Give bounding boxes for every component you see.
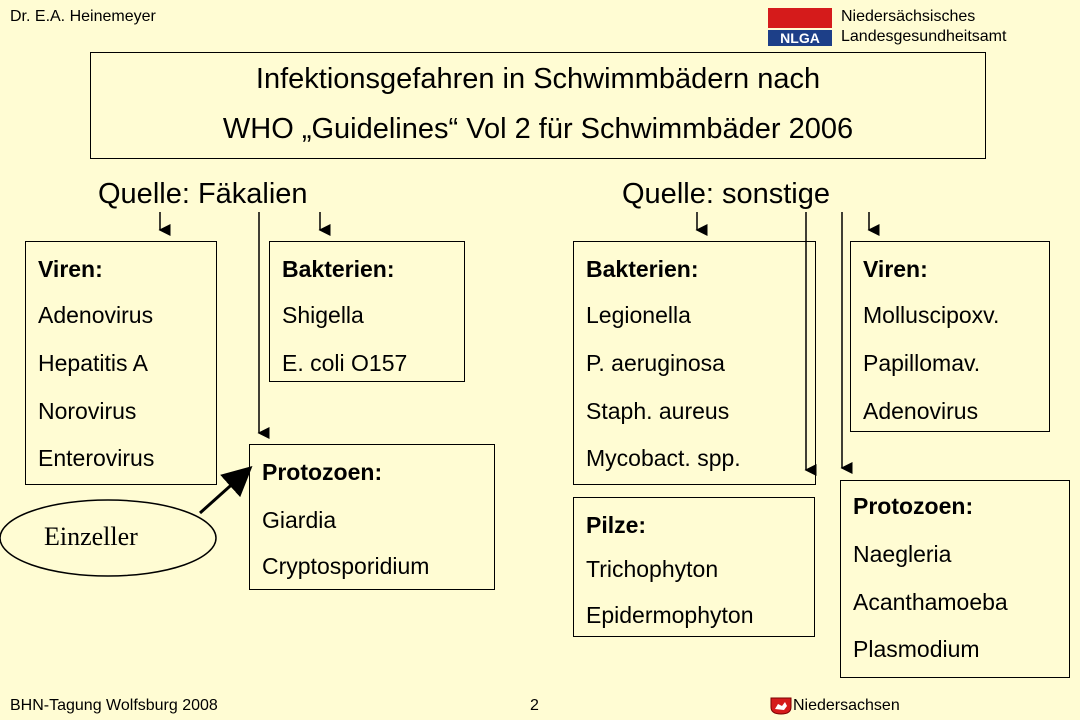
nlga-logo-text: NLGA: [780, 30, 820, 46]
title-line-1: Infektionsgefahren in Schwimmbädern nach: [255, 63, 821, 95]
box-sonstige-bakterien: [573, 241, 816, 485]
title-line-2: WHO „Guidelines“ Vol 2 für Schwimmbäder 2006: [222, 113, 854, 145]
box-item: Molluscipoxv.: [863, 302, 1000, 328]
box-item: Norovirus: [38, 398, 137, 424]
box-item: E. coli O157: [282, 350, 408, 376]
box-item: Shigella: [282, 302, 364, 328]
box-header: Bakterien:: [282, 256, 395, 282]
footer-event: BHN-Tagung Wolfsburg 2008: [10, 697, 218, 714]
box-faekal-protozoen: [249, 444, 495, 590]
einzeller-label: Einzeller: [44, 522, 138, 551]
box-header: Protozoen:: [853, 493, 974, 519]
box-item: Plasmodium: [853, 636, 980, 662]
box-item: Epidermophyton: [586, 602, 754, 628]
box-item: Adenovirus: [38, 302, 154, 328]
box-faekal-bakterien: [269, 241, 465, 382]
box-item: Adenovirus: [863, 398, 979, 424]
box-header: Viren:: [863, 256, 928, 282]
box-item: Papillomav.: [863, 350, 981, 376]
box-item: Hepatitis A: [38, 350, 148, 376]
box-item: Enterovirus: [38, 445, 155, 471]
box-header: Protozoen:: [262, 459, 383, 485]
box-faekal-viren: [25, 241, 217, 485]
org-line-1: Niedersächsisches: [841, 8, 976, 25]
niedersachsen-crest-icon: [770, 697, 792, 720]
box-item: Staph. aureus: [586, 398, 730, 424]
source-sonstige: Quelle: sonstige: [622, 178, 830, 210]
box-sonstige-pilze: [573, 497, 815, 637]
box-item: Legionella: [586, 302, 691, 328]
box-header: Bakterien:: [586, 256, 699, 282]
box-item: Cryptosporidium: [262, 553, 430, 579]
box-header: Viren:: [38, 256, 103, 282]
box-item: Acanthamoeba: [853, 589, 1008, 615]
footer-state: Niedersachsen: [793, 697, 900, 714]
box-sonstige-viren: [850, 241, 1050, 432]
page-number: 2: [530, 697, 539, 714]
box-item: Trichophyton: [586, 556, 719, 582]
box-item: Giardia: [262, 507, 337, 533]
org-line-2: Landesgesundheitsamt: [841, 28, 1007, 45]
box-item: Mycobact. spp.: [586, 445, 741, 471]
box-sonstige-protozoen: [840, 480, 1070, 678]
box-header: Pilze:: [586, 512, 647, 538]
author-name: Dr. E.A. Heinemeyer: [10, 8, 156, 25]
box-item: P. aeruginosa: [586, 350, 725, 376]
source-faekalien: Quelle: Fäkalien: [98, 178, 308, 210]
box-item: Naegleria: [853, 541, 952, 567]
